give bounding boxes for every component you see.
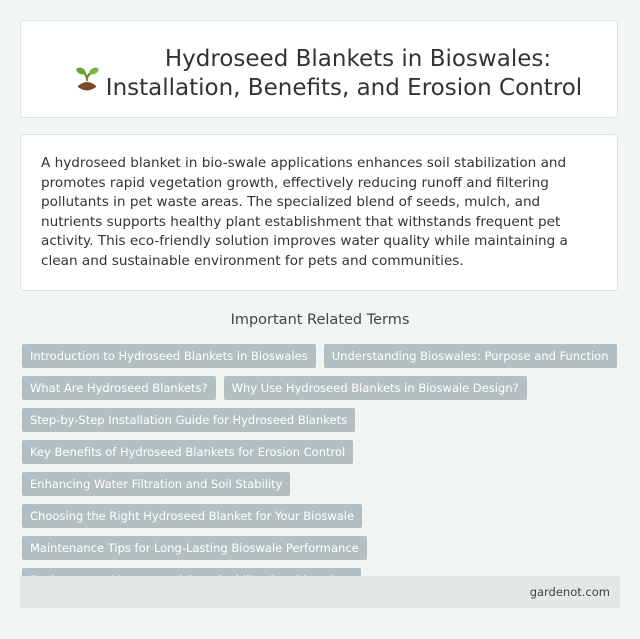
term-tag[interactable]: Step-by-Step Installation Guide for Hydroseed Blankets <box>22 408 355 432</box>
title-card <box>20 20 618 118</box>
term-tag[interactable]: Understanding Bioswales: Purpose and Function <box>324 344 617 368</box>
term-tag[interactable]: What Are Hydroseed Blankets? <box>22 376 216 400</box>
term-tag[interactable]: Introduction to Hydroseed Blankets in Bioswales <box>22 344 316 368</box>
footer-site-link[interactable]: gardenot.com <box>529 585 610 599</box>
term-tag[interactable]: Enhancing Water Filtration and Soil Stability <box>22 472 290 496</box>
related-terms-list <box>22 344 618 592</box>
page-title: Hydroseed Blankets in Bioswales: Installation, Benefits, and Erosion Control <box>105 46 583 101</box>
related-terms-heading: Important Related Terms <box>230 312 410 328</box>
description-text: A hydroseed blanket in bio-swale applications enhances soil stabilization and promotes rapid vegetation growth, effectively reducing runoff and filtering pollutants in pet waste areas. The specialized blend of seeds, mulch, and nutrients supports healthy plant establishment that withstands frequent pet activity. This eco-friendly solution improves water quality while maintaining a clean and sustainable environment for pets and communities. <box>41 155 568 269</box>
description-card <box>20 134 618 291</box>
term-tag[interactable]: Why Use Hydroseed Blankets in Bioswale Design? <box>224 376 527 400</box>
term-tag[interactable]: Key Benefits of Hydroseed Blankets for Erosion Control <box>22 440 353 464</box>
footer <box>20 576 620 608</box>
term-tag[interactable]: Choosing the Right Hydroseed Blanket for Your Bioswale <box>22 504 362 528</box>
term-tag[interactable]: Maintenance Tips for Long-Lasting Bioswale Performance <box>22 536 367 560</box>
